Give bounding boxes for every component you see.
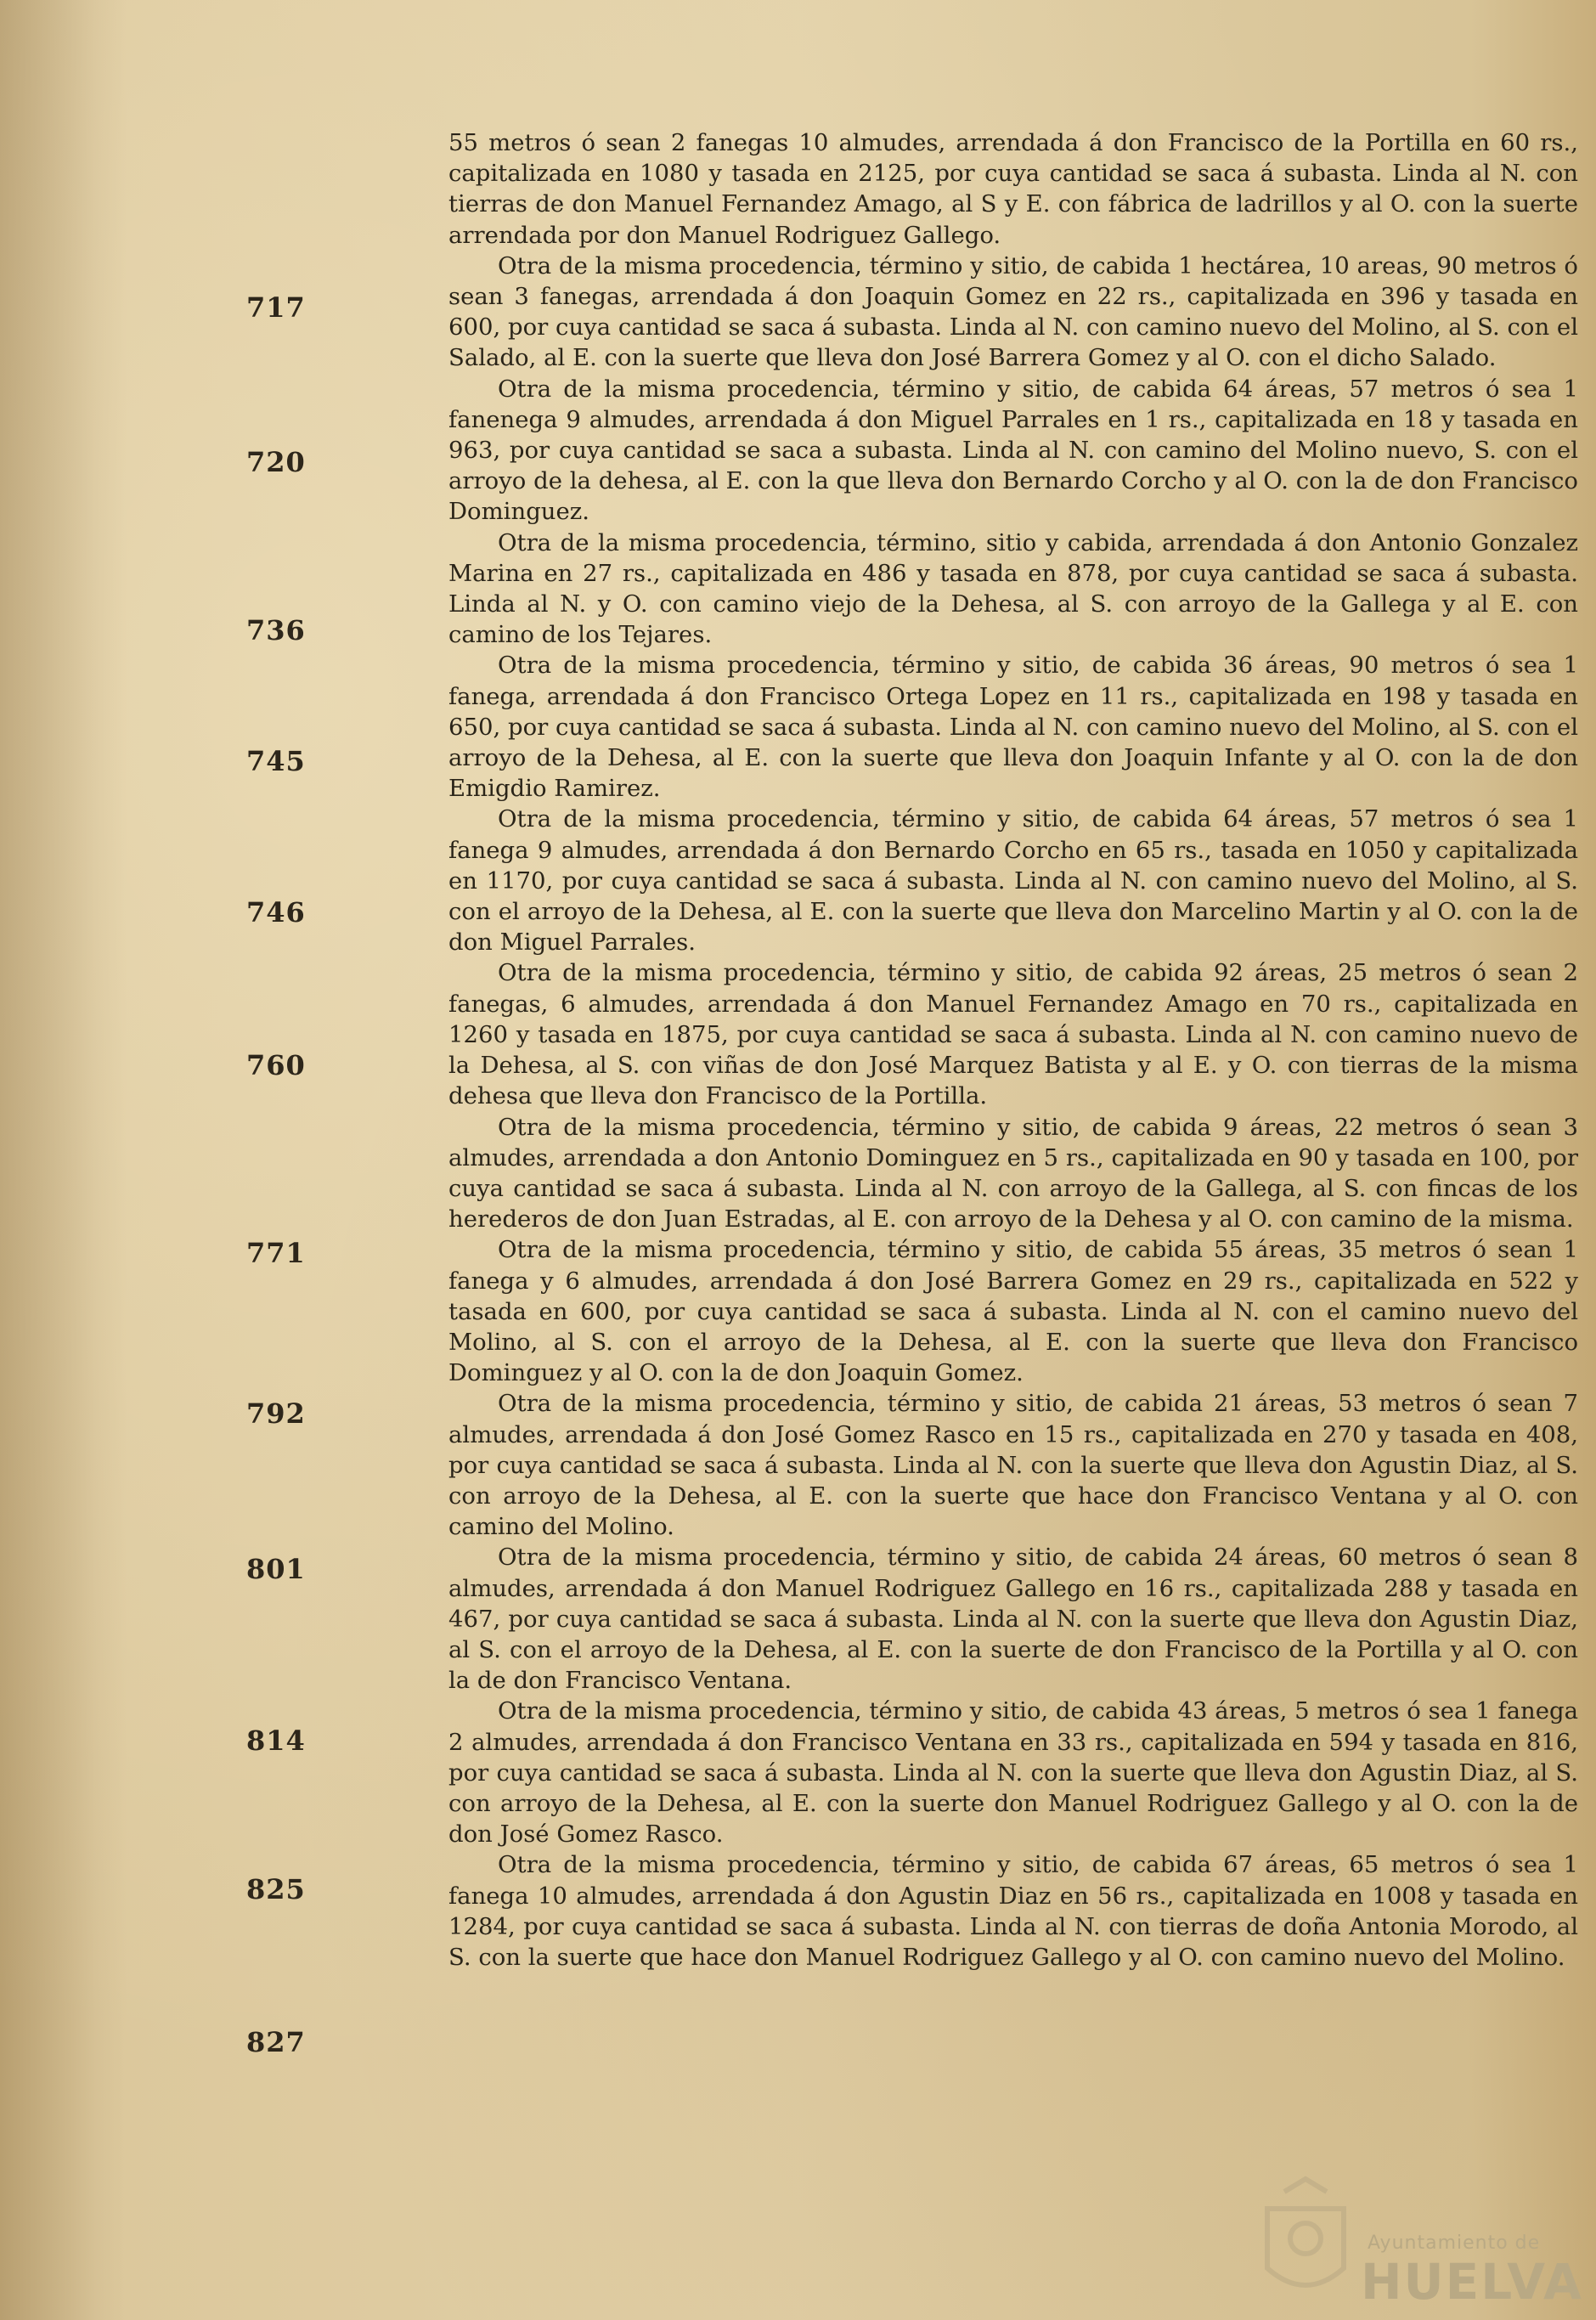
- property-entry: [448, 1112, 1578, 1235]
- paragraph-text: Otra de la misma procedencia, término y sitio, de cabida 92 áreas, 25 metros ó sean 2 fanegas, 6 almudes, arrendada á don Manuel Fernandez Amago en 70 rs., capitalizada en 1260 y tasada en 1875, por cuya cantidad se saca á subasta. Linda al N. con camino nuevo de la Dehesa, al S. con viñas de don José Marquez Batista y al E. y O. con tierras de la misma dehesa que lleva don Francisco de la Portilla.: [448, 959, 1578, 1110]
- entry-number: 814: [246, 1724, 306, 1757]
- page-edge-shadow: [0, 0, 127, 2320]
- document-body: [448, 127, 1578, 1973]
- paragraph-text: Otra de la misma procedencia, término y sitio, de cabida 1 hectárea, 10 areas, 90 metros ó sean 3 fanegas, arrendada á don Joaquin Gomez en 22 rs., capitalizada en 396 y tasada en 600, por cuya cantidad se saca á subasta. Linda al N. con camino nuevo del Molino, al S. con el Salado, al E. con la suerte que lleva don José Barrera Gomez y al O. con el dicho Salado.: [448, 251, 1578, 372]
- paragraph-text: Otra de la misma procedencia, término y sitio, de cabida 55 áreas, 35 metros ó sean 1 fanega y 6 almudes, arrendada á don José Barrera Gomez en 29 rs., capitalizada en 522 y tasada en 600, por cuya cantidad se saca á subasta. Linda al N. con el camino nuevo del Molino, al S. con el arroyo de la Dehesa, al E. con la suerte que lleva don Francisco Dominguez y al O. con la de don Joaquin Gomez.: [448, 1236, 1578, 1387]
- entry-number: 720: [246, 446, 306, 478]
- property-entry: [448, 650, 1578, 804]
- entry-number: 760: [246, 1049, 306, 1081]
- entry-number: 792: [246, 1397, 306, 1430]
- property-entry: [448, 251, 1578, 374]
- paragraph-text: Otra de la misma procedencia, término y sitio, de cabida 36 áreas, 90 metros ó sea 1 fanega, arrendada á don Francisco Ortega Lopez en 11 rs., capitalizada en 198 y tasada en 650, por cuya cantidad se saca á subasta. Linda al N. con camino nuevo del Molino, al S. con el arroyo de la Dehesa, al E. con la suerte que lleva don Joaquin Infante y al O. con la de don Emigdio Ramirez.: [448, 652, 1578, 803]
- entry-number: 736: [246, 614, 306, 646]
- entry-number: 801: [246, 1553, 306, 1585]
- paragraph-text: Otra de la misma procedencia, término, sitio y cabida, arrendada á don Antonio Gonzalez Marina en 27 rs., capitalizada en 486 y tasada en 878, por cuya cantidad se saca á subasta. Linda al N. y O. con camino viejo de la Dehesa, al S. con arroyo de la Gallega y al E. con camino de los Tejares.: [448, 528, 1578, 649]
- entry-number: 717: [246, 291, 306, 324]
- watermark-city: HUELVA: [1361, 2253, 1584, 2311]
- entry-number: 825: [246, 1873, 306, 1905]
- property-entry: [448, 957, 1578, 1111]
- paragraph-text: Otra de la misma procedencia, término y sitio, de cabida 64 áreas, 57 metros ó sea 1 fanenega 9 almudes, arrendada á don Miguel Parrales en 1 rs., capitalizada en 18 y tasada en 963, por cuya cantidad se saca a subasta. Linda al N. con camino del Molino nuevo, S. con el arroyo de la dehesa, al E. con la que lleva don Bernardo Corcho y al O. con la de don Francisco Dominguez.: [448, 375, 1578, 526]
- watermark-label: Ayuntamiento de: [1368, 2233, 1541, 2254]
- property-entry: [448, 374, 1578, 528]
- entry-number: 771: [246, 1237, 306, 1269]
- paragraph-text: Otra de la misma procedencia, término y sitio, de cabida 21 áreas, 53 metros ó sean 7 almudes, arrendada á don José Gomez Rasco en 15 rs., capitalizada en 270 y tasada en 408, por cuya cantidad se saca á subasta. Linda al N. con la suerte que lleva don Agustin Diaz, al S. con arroyo de la Dehesa, al E. con la suerte que hace don Francisco Ventana y al O. con camino del Molino.: [448, 1390, 1578, 1541]
- paragraph-text: Otra de la misma procedencia, término y sitio, de cabida 67 áreas, 65 metros ó sea 1 fanega 10 almudes, arrendada á don Agustin Diaz en 56 rs., capitalizada en 1008 y tasada en 1284, por cuya cantidad se saca á subasta. Linda al N. con tierras de doña Antonia Morodo, al S. con la suerte que hace don Manuel Rodriguez Gallego y al O. con camino nuevo del Molino.: [448, 1851, 1578, 1971]
- property-entry: [448, 1388, 1578, 1542]
- property-entry: [448, 1234, 1578, 1388]
- property-entry: [448, 804, 1578, 957]
- entry-number: 745: [246, 745, 306, 777]
- entry-number-column: [246, 0, 374, 2320]
- paragraph-text: Otra de la misma procedencia, término y sitio, de cabida 64 áreas, 57 metros ó sea 1 fanega 9 almudes, arrendada á don Bernardo Corcho en 65 rs., tasada en 1050 y capitalizada en 1170, por cuya cantidad se saca á subasta. Linda al N. con camino nuevo del Molino, al S. con el arroyo de la Dehesa, al E. con la suerte que lleva don Marcelino Martin y al O. con la de don Miguel Parrales.: [448, 805, 1578, 957]
- property-entry: [448, 1542, 1578, 1696]
- property-entry: [448, 528, 1578, 651]
- paragraph-text: Otra de la misma procedencia, término y sitio, de cabida 9 áreas, 22 metros ó sean 3 almudes, arrendada a don Antonio Dominguez en 5 rs., capitalizada en 90 y tasada en 100, por cuya cantidad se saca á subasta. Linda al N. con arroyo de la Gallega, al S. con fincas de los herederos de don Juan Estradas, al E. con arroyo de la Dehesa y al O. con camino de la misma.: [448, 1113, 1578, 1233]
- lead-paragraph: [448, 127, 1578, 251]
- entry-number: 746: [246, 896, 306, 929]
- property-entry: [448, 1696, 1578, 1849]
- paragraph-text: Otra de la misma procedencia, término y sitio, de cabida 24 áreas, 60 metros ó sean 8 almudes, arrendada á don Manuel Rodriguez Gallego en 16 rs., capitalizada 288 y tasada en 467, por cuya cantidad se saca á subasta. Linda al N. con la suerte que lleva don Agustin Diaz, al S. con el arroyo de la Dehesa, al E. con la suerte de don Francisco de la Portilla y al O. con la de don Francisco Ventana.: [448, 1544, 1578, 1695]
- entry-number: 827: [246, 2026, 306, 2058]
- paragraph-text: Otra de la misma procedencia, término y sitio, de cabida 43 áreas, 5 metros ó sea 1 fanega 2 almudes, arrendada á don Francisco Ventana en 33 rs., capitalizada en 594 y tasada en 816, por cuya cantidad se saca á subasta. Linda al N. con la suerte que lleva don Agustin Diaz, al S. con arroyo de la Dehesa, al E. con la suerte don Manuel Rodriguez Gallego y al O. con la de don José Gomez Rasco.: [448, 1697, 1578, 1849]
- property-entry: [448, 1849, 1578, 1973]
- paragraph-text: 55 metros ó sean 2 fanegas 10 almudes, arrendada á don Francisco de la Portilla en 60 rs., capitalizada en 1080 y tasada en 2125, por cuya cantidad se saca á subasta. Linda al N. con tierras de don Manuel Fernandez Amago, al S y E. con fábrica de ladrillos y al O. con la suerte arrendada por don Manuel Rodriguez Gallego.: [448, 129, 1578, 249]
